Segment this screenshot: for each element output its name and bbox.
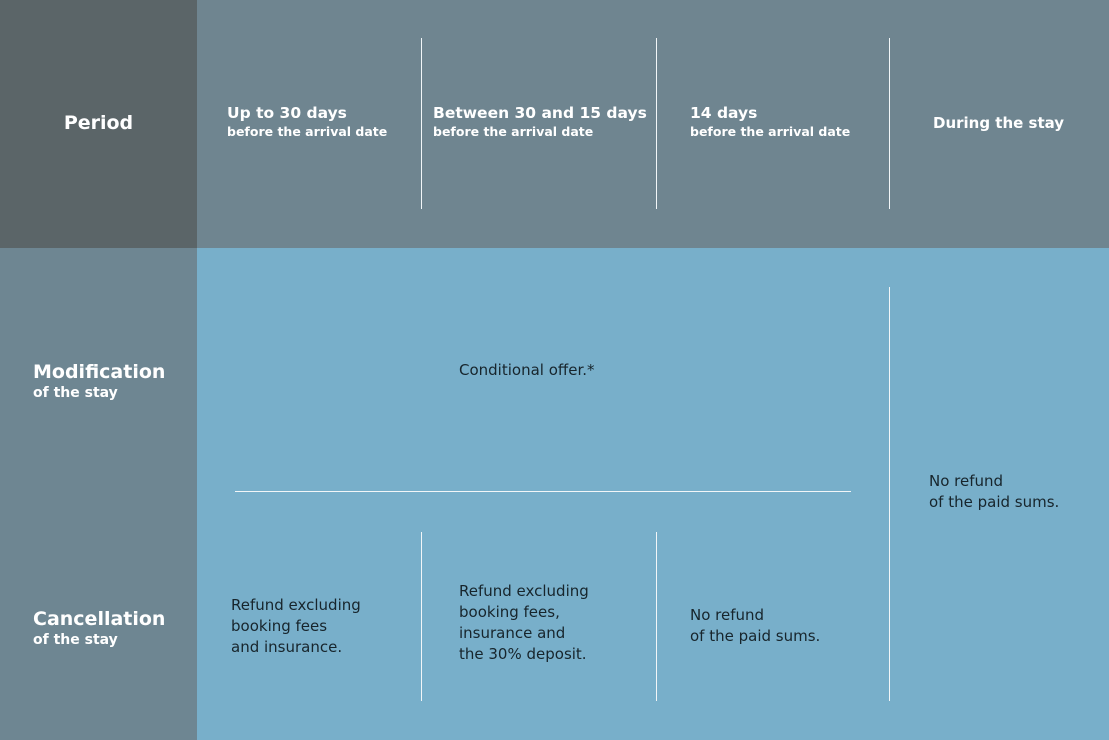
period-label: Period (63, 112, 134, 134)
row-divider (235, 491, 851, 492)
modification-offer-text: Conditional offer.* (459, 361, 595, 379)
row-label-title: Cancellation (33, 608, 166, 630)
row-label-cancellation (33, 607, 165, 649)
header-divider (889, 38, 890, 209)
column-header-title: 14 days (690, 104, 758, 122)
cancellation-30-15-text: Refund excluding booking fees, insurance and the 30% deposit. (459, 582, 589, 663)
column-header-subtitle: before the arrival date (227, 124, 388, 139)
row-label-subtitle: of the stay (33, 632, 118, 648)
row-label-column (0, 248, 197, 740)
cancellation-14-text: No refund of the paid sums. (690, 606, 821, 645)
column-header-30-plus (227, 103, 387, 140)
cancellation-30-plus-text: Refund excluding booking fees and insurance. (231, 596, 361, 656)
body-divider (421, 532, 422, 701)
body-divider (656, 532, 657, 701)
header-divider (656, 38, 657, 209)
column-header-14 (690, 103, 850, 140)
column-header-title: Up to 30 days (227, 104, 347, 122)
column-header-title: Between 30 and 15 days (433, 104, 647, 122)
header-divider (421, 38, 422, 209)
column-header-subtitle: before the arrival date (433, 124, 594, 139)
row-label-subtitle: of the stay (33, 385, 118, 401)
during-stay-text: No refund of the paid sums. (929, 472, 1060, 511)
row-label-title: Modification (33, 361, 166, 383)
column-header-30-15 (433, 103, 647, 140)
column-header-during-stay: During the stay (933, 114, 1065, 132)
row-label-modification (33, 360, 165, 402)
column-header-subtitle: before the arrival date (690, 124, 851, 139)
body-divider (889, 287, 890, 701)
